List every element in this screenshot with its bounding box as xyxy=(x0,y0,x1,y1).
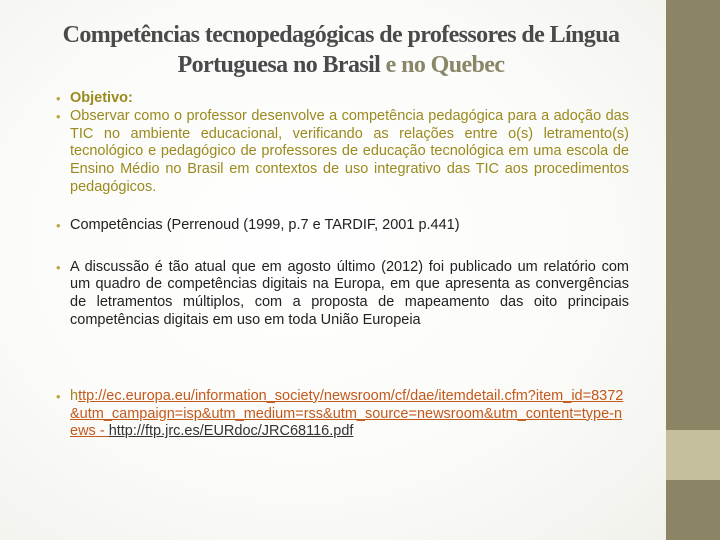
bullet-links xyxy=(56,388,629,441)
side-accent-band xyxy=(666,430,720,480)
bullet-competencias xyxy=(56,217,629,235)
bullet-dot-icon: • xyxy=(56,259,61,275)
bullet-dot-icon: • xyxy=(56,91,61,106)
bullet-list xyxy=(56,90,629,441)
title-accent: e no Quebec xyxy=(385,52,505,78)
title-main: Competências tecnopedagógicas de professores de Língua Portuguesa no Brasil xyxy=(62,22,620,78)
bullet-discussao xyxy=(56,259,629,330)
slide-title xyxy=(40,20,642,80)
bullet-dot-icon: • xyxy=(56,388,61,404)
link-first-letter: h xyxy=(70,387,79,404)
bullet-objetivo-text xyxy=(56,108,629,197)
competencias-text: Competências (Perrenoud (1999, p.7 e TARDIF, 2001 p.441) xyxy=(70,216,460,233)
discussao-text: A discussão é tão atual que em agosto último (2012) foi publicado um relatório com um quadro de competências digitais na Europa, em que apresenta as convergências de letramentos múltiplos, com a proposta de mapeamento das oito principais competências digitais em uso em toda União Europeia xyxy=(70,258,629,328)
bullet-objetivo-label xyxy=(56,90,629,108)
objetivo-text: Observar como o professor desenvolve a competência pedagógica para a adoção das TIC no ambiente educacional, verificando as relações entre o(s) letramento(s) tecnológico e pedagógico de professores de educação tecnológica em uma escola de Ensino Médio no Brasil em contextos de uso integrativo das TIC aos procedimentos pedagógicos. xyxy=(70,107,629,195)
bullet-dot-icon: • xyxy=(56,217,61,233)
bullet-dot-icon: • xyxy=(56,108,61,124)
link-separator: - xyxy=(95,423,109,440)
europa-link[interactable]: ttp://ec.europa.eu/information_society/newsroom/cf/dae/itemdetail.cfm?item_id=8372&utm_campaign=isp&utm_medium=rss&utm_source=newsroom&utm_content=type-news xyxy=(70,387,624,440)
jrc-pdf-link[interactable]: http://ftp.jrc.es/EURdoc/JRC68116.pdf xyxy=(108,423,354,440)
objetivo-label: Objetivo: xyxy=(70,90,133,106)
